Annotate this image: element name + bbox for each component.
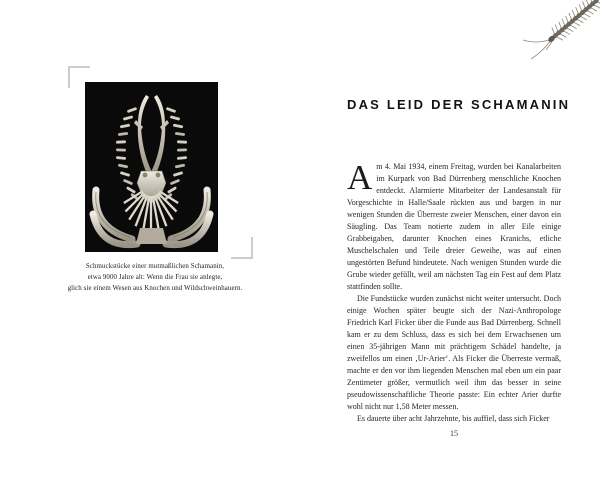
- body-text: [347, 158, 561, 425]
- caption-line-1: Schmuckstücke einer mutmaßlichen Schamanin,: [85, 263, 225, 270]
- paragraph-1-text: m 4. Mai 1934, einem Freitag, wurden bei Kanalarbeiten im Kurpark von Bad Dürrenberg menschliche Knochen entdeckt. Alarmierte Mitarbeiter der Landesanstalt für Vorgeschichte in Halle/Saale rückten aus und bargen in nur wenigen Stunden die Überreste zweier Menschen, einer davon ein Säugling. Das Team notierte zudem in aller Eile einige Grabbeigaben, darunter Knochen eines Kranichs, etliche Muschelschalen und Teile dreier Geweihe, was auf einen ungestörten Befund hindeutete. Nach wenigen Stunden wurde die Grube wieder gefüllt, weil am nächsten Tag ein Fest auf dem Platz stattfinden sollte.: [347, 162, 561, 291]
- corner-bracket-bottom-right: [231, 237, 253, 259]
- chapter-title: DAS LEID DER SCHAMANIN: [347, 97, 571, 112]
- page-number: 15: [450, 429, 458, 438]
- shaman-ornaments-photo: [85, 82, 218, 252]
- caption-line-3: glich sie einem Wesen aus Knochen und Wildschweinhauern.: [67, 284, 243, 292]
- paragraph-2: Die Fundstücke wurden zunächst nicht weiter untersucht. Doch einige Wochen später beugte sich der Nazi-Anthropologe Friedrich Karl Ficker über die Funde aus Bad Dürrenberg. Schnell kam er zu dem Schluss, dass es sich bei dem Erwachsenen um einen 35-jährigen Mann mit prächtigem Schädel handelte, ja zweifellos um einen ‚Ur-Arier‘. Als Ficker die Überreste vermaß, machte er den vor ihm liegenden Menschen mal eben um ein paar Zentimeter größer, vermutlich weil ihm das besser in seine pseudowissenschaftliche Theorie passte: Ein echter Arier durfte wohl nicht nur 1,58 Meter messen.: [347, 294, 561, 411]
- paragraph-3: Es dauerte über acht Jahrzehnte, bis auffiel, dass sich Ficker: [357, 414, 550, 423]
- caption-line-2: etwa 9000 Jahre alt: Wenn die Frau sie anlegte,: [87, 273, 223, 281]
- right-page-column: [347, 97, 571, 425]
- drop-cap: A: [347, 158, 373, 197]
- paragraph-1: [347, 158, 561, 293]
- centipede-illustration-icon: [482, 0, 600, 72]
- plate-caption: [48, 262, 262, 294]
